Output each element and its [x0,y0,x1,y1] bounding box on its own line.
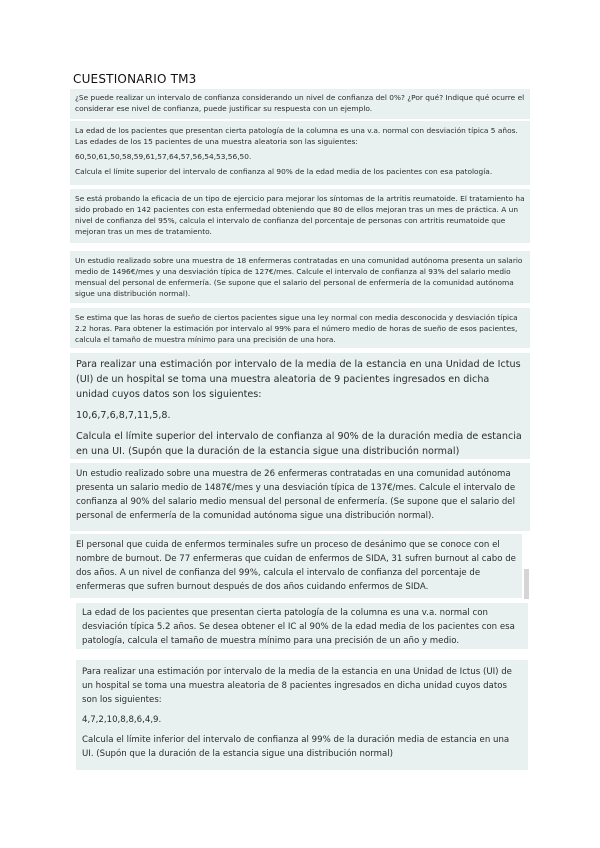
question-instruction: Calcula el límite superior del intervalo de confianza al 90% de la duración media de estancia en una UI. (Supón que la duración de la estancia sigue una distribución normal) [76,431,522,457]
question-block [70,89,530,119]
question-block [70,463,530,531]
question-text: Un estudio realizado sobre una muestra de 26 enfermeras contratadas en una comunidad autónoma presenta un salario medio de 1487€/mes y una desviación típica de 137€/mes. Calcule el intervalo de confianza al 90% del salario medio mensual del personal de enfermería. (Se supone que el salario del personal de enfermería de la comunidad autónoma sigue una distribución normal). [76,469,516,521]
question-text: Para realizar una estimación por intervalo de la media de la estancia en una Unidad de Ictus (UI) de un hospital se toma una muestra aleatoria de 8 pacientes ingresados en dicha unidad cuyos datos son los siguientes: [82,667,512,705]
question-block [70,353,530,459]
question-text: Se está probando la eficacia de un tipo de ejercicio para mejorar los síntomas de la artritis reumatoide. El tratamiento ha sido probado en 142 pacientes con esta enfermedad obteniendo que 80 de ellos mejoran tras un mes de práctica. A un nivel de confianza del 95%, calcula el intervalo de confianza del porcentaje de personas con artritis reumatoide que mejoran tras un mes de tratamiento. [75,194,525,236]
data-values: 10,6,7,6,8,7,11,5,8. [76,410,171,421]
question-block [70,251,530,303]
page-title: CUESTIONARIO TM3 [73,72,197,86]
question-text: Un estudio realizado sobre una muestra de 18 enfermeras contratadas en una comunidad autónoma presenta un salario medio de 1496€/mes y una desviación típica de 127€/mes. Calcule el intervalo de confianza al 93% del salario medio mensual del personal de enfermería. (Se supone que el salario del personal de enfermería de la comunidad autónoma sigue una distribución normal). [75,256,523,298]
question-block [76,603,528,649]
data-values: 60,50,61,50,58,59,61,57,64,57,56,54,53,56,50. [75,152,252,161]
question-text: Para realizar una estimación por intervalo de la media de la estancia en una Unidad de Ictus (UI) de un hospital se toma una muestra aleatoria de 9 pacientes ingresados en dicha unidad cuyos datos son los siguientes: [76,359,521,400]
question-block [70,189,530,243]
question-block [70,534,522,598]
data-values: 4,7,2,10,8,8,6,4,9. [82,715,162,725]
question-block [76,660,528,770]
question-text: El personal que cuida de enfermos terminales sufre un proceso de desánimo que se conoce con el nombre de burnout. De 77 enfermeras que cuidan de enfermos de SIDA, 31 sufren burnout al cabo de dos años. A un nivel de confianza del 99%, calcula el intervalo de confianza del porcentaje de enfermeras que sufren burnout después de dos años cuidando enfermos de SIDA. [76,540,516,592]
question-text: Se estima que las horas de sueño de ciertos pacientes sigue una ley normal con media desconocida y desviación típica 2.2 horas. Para obtener la estimación por intervalo al 99% para el número medio de horas de sueño de esos pacientes, calcula el tamaño de muestra mínimo para una precisión de una hora. [75,313,518,344]
scrollbar-thumb[interactable] [524,569,529,599]
question-text: ¿Se puede realizar un intervalo de confianza considerando un nivel de confianza del 0%? ¿Por qué? Indique qué ocurre el considerar ese nivel de confianza, puede justificar su respuesta con un ejemplo. [75,93,525,113]
question-block [70,121,530,185]
question-text: La edad de los pacientes que presentan cierta patología de la columna es una v.a. normal con desviación típica 5 años. Las edades de los 15 pacientes de una muestra aleatoria son las siguientes: [75,126,518,146]
question-instruction: Calcula el límite inferior del intervalo de confianza al 99% de la duración media de estancia en una UI. (Supón que la duración de la estancia sigue una distribución normal) [82,735,510,759]
question-text: La edad de los pacientes que presentan cierta patología de la columna es una v.a. normal con desviación típica 5.2 años. Se desea obtener el IC al 90% de la edad media de los pacientes con esa patología, calcula el tamaño de muestra mínimo para una precisión de un año y medio. [82,608,515,646]
question-block [70,308,530,348]
question-instruction: Calcula el límite superior del intervalo de confianza al 90% de la edad media de los pacientes con esa patología. [75,167,493,176]
